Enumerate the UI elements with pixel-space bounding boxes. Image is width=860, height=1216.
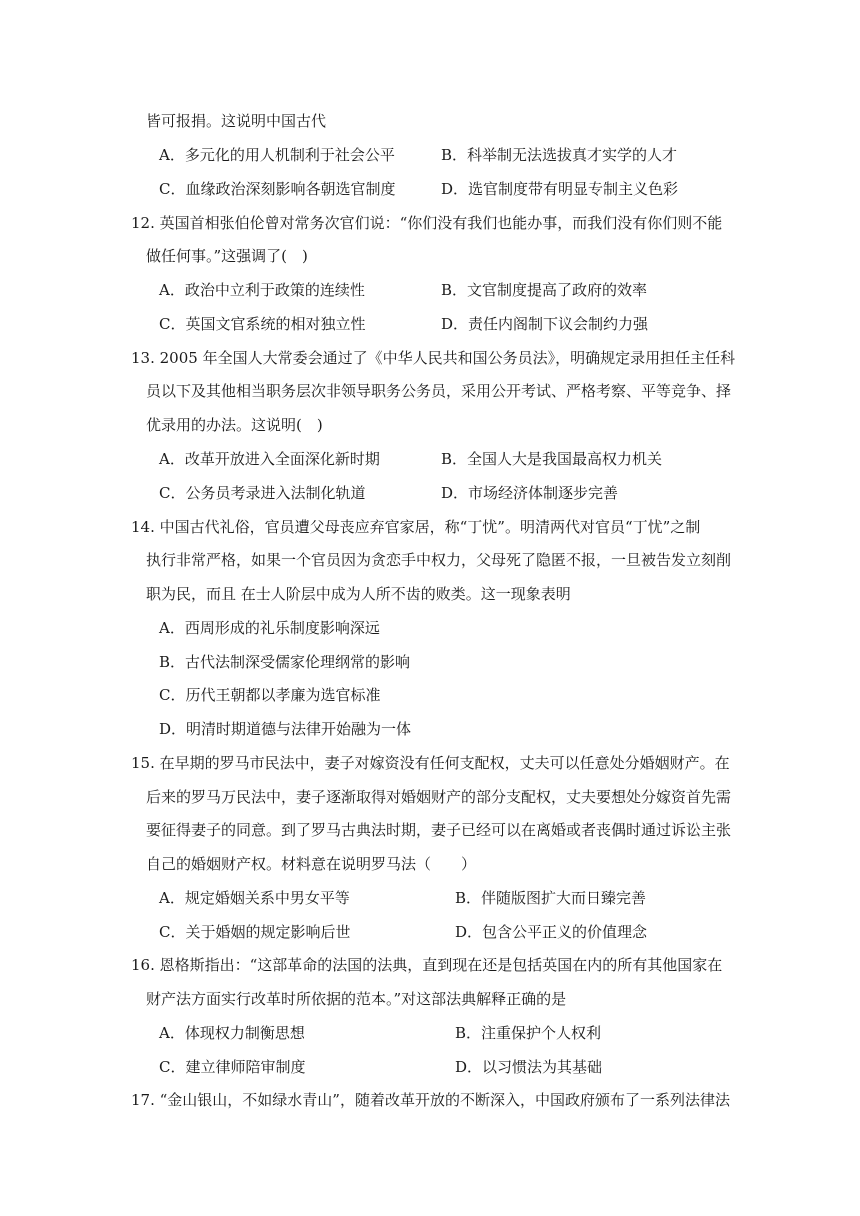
q16-option-d: D．以习惯法为其基础 [455,1058,603,1076]
q17-stem-line-1: 17. “金山银山，不如绿水青山”，随着改革开放的不断深入，中国政府颁布了一系列法律法 [131,1091,730,1109]
q14-option-c: C．历代王朝都以孝廉为选官标准 [159,686,381,704]
q13-stem-line-3: 优录用的办法。这说明( ) [146,416,323,434]
q15-option-d: D．包含公平正义的价值理念 [455,923,648,941]
q12-stem-line-2: 做任何事。”这强调了( ) [146,247,308,265]
q16-option-a: A．体现权力制衡思想 [159,1024,305,1042]
q14-option-d: D．明清时期道德与法律开始融为一体 [159,720,412,738]
q13-option-d: D．市场经济体制逐步完善 [441,484,619,502]
q13-option-c: C．公务员考录进入法制化轨道 [159,484,366,502]
q14-stem-line-1: 14. 中国古代礼俗，官员遭父母丧应弃官家居，称“丁忧”。明清两代对官员“丁忧”之制 [131,518,701,536]
q12-option-d: D．责任内阁制下议会制约力强 [441,315,649,333]
q11-option-c: C．血缘政治深刻影响各朝选官制度 [159,180,396,198]
q14-stem-line-3: 职为民，而且 在士人阶层中成为人所不齿的败类。这一现象表明 [146,585,571,603]
q15-stem-line-2: 后来的罗马万民法中，妻子逐渐取得对婚姻财产的部分支配权，丈夫要想处分嫁资首先需 [146,788,732,806]
q16-stem-line-1: 16. 恩格斯指出：“这部革命的法国的法典，直到现在还是包括英国在内的所有其他国家在 [131,956,723,974]
q11-option-a: A．多元化的用人机制利于社会公平 [159,146,395,164]
q11-stem-tail: 皆可报捐。这说明中国古代 [146,112,327,130]
q13-stem-line-2: 员以下及其他相当职务层次非领导职务公务员，采用公开考试、严格考察、平等竞争、择 [146,382,732,400]
q12-stem-line-1: 12. 英国首相张伯伦曾对常务次官们说：“你们没有我们也能办事，而我们没有你们则不能 [131,214,723,232]
q12-option-c: C．英国文官系统的相对独立性 [159,315,366,333]
q14-option-a: A．西周形成的礼乐制度影响深远 [159,619,380,637]
q12-option-a: A．政治中立利于政策的连续性 [159,281,365,299]
q15-option-b: B．伴随版图扩大而日臻完善 [455,889,647,907]
q13-option-a: A．改革开放进入全面深化新时期 [159,450,380,468]
q15-stem-line-4: 自己的婚姻财产权。材料意在说明罗马法（ ） [146,855,477,873]
q14-stem-line-2: 执行非常严格，如果一个官员因为贪恋手中权力，父母死了隐匿不报，一旦被告发立刻削 [146,551,732,569]
q11-option-b: B．科举制无法选拔真才实学的人才 [441,146,678,164]
q15-option-a: A．规定婚姻关系中男女平等 [159,889,350,907]
q14-option-b: B．古代法制深受儒家伦理纲常的影响 [159,653,411,671]
q15-stem-line-3: 要征得妻子的同意。到了罗马古典法时期，妻子已经可以在离婚或者丧偶时通过诉讼主张 [146,821,732,839]
q11-option-d: D．选官制度带有明显专制主义色彩 [441,180,679,198]
q13-option-b: B．全国人大是我国最高权力机关 [441,450,663,468]
q16-stem-line-2: 财产法方面实行改革时所依据的范本。”对这部法典解释正确的是 [146,990,567,1008]
q13-stem-line-1: 13. 2005 年全国人大常委会通过了《中华人民共和国公务员法》，明确规定录用担任主任科 [131,349,736,367]
q12-option-b: B．文官制度提高了政府的效率 [441,281,648,299]
q16-option-b: B．注重保护个人权利 [455,1024,602,1042]
q15-option-c: C．关于婚姻的规定影响后世 [159,923,351,941]
q16-option-c: C．建立律师陪审制度 [159,1058,306,1076]
q15-stem-line-1: 15. 在早期的罗马市民法中，妻子对嫁资没有任何支配权，丈夫可以任意处分婚姻财产。在 [131,754,730,772]
